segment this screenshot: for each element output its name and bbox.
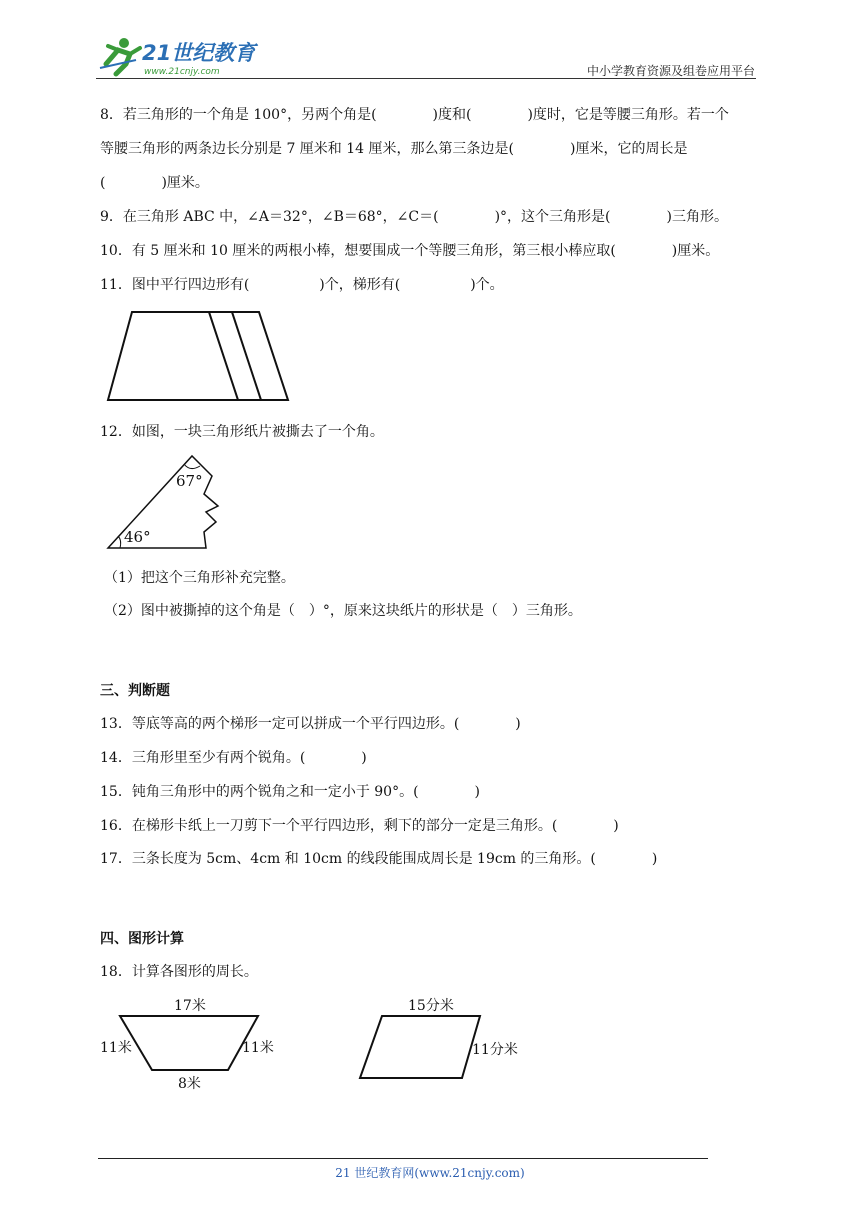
platform-name: 中小学教育资源及组卷应用平台 (586, 64, 755, 78)
parallelogram-top-label: 15分米 (408, 998, 454, 1014)
question-17: 17．三条长度为 5cm、4cm 和 10cm 的线段能围成周长是 19cm 的三角形。( ) (100, 851, 658, 867)
header-divider (96, 78, 756, 79)
angle-46-label: 46° (124, 528, 151, 546)
section-3-title: 三、判断题 (100, 683, 170, 699)
question-9: 9．在三角形 ABC 中，∠A＝32°，∠B＝68°，∠C＝( )°，这个三角形是( )三角形。 (100, 209, 728, 225)
question-16: 16．在梯形卡纸上一刀剪下一个平行四边形，剩下的部分一定是三角形。( ) (100, 818, 619, 834)
runner-logo-icon (96, 34, 266, 80)
trapezoid-division-figure (104, 308, 294, 404)
trapezoid-bottom-label: 8米 (178, 1076, 201, 1092)
logo-url: www.21cnjy.com (144, 67, 220, 77)
question-12: 12．如图，一块三角形纸片被撕去了一个角。 (100, 424, 384, 440)
footer-source[interactable]: 21 世纪教育网(www.21cnjy.com) (335, 1166, 525, 1180)
question-8-line-1: 8．若三角形的一个角是 100°，另两个角是( )度和( )度时，它是等腰三角形。若一个 (100, 107, 729, 123)
trapezoid-figure (98, 992, 288, 1094)
torn-triangle-figure (104, 450, 234, 554)
question-11: 11．图中平行四边形有( )个，梯形有( )个。 (100, 277, 504, 293)
trapezoid-left-label: 11米 (100, 1040, 132, 1056)
question-14: 14．三角形里至少有两个锐角。( ) (100, 750, 367, 766)
question-8-line-3: ( )厘米。 (100, 175, 209, 191)
question-12-part-2: （2）图中被撕掉的这个角是（ ）°，原来这块纸片的形状是（ ）三角形。 (104, 603, 582, 619)
question-18: 18．计算各图形的周长。 (100, 964, 258, 980)
parallelogram-figure (352, 992, 532, 1088)
question-10: 10．有 5 厘米和 10 厘米的两根小棒，想要围成一个等腰三角形，第三根小棒应取( )厘米。 (100, 243, 720, 259)
question-13: 13．等底等高的两个梯形一定可以拼成一个平行四边形。( ) (100, 716, 521, 732)
trapezoid-right-label: 11米 (242, 1040, 274, 1056)
footer-divider (98, 1158, 708, 1159)
site-logo (96, 34, 266, 80)
angle-67-label: 67° (176, 472, 203, 490)
trapezoid-top-label: 17米 (174, 998, 206, 1014)
section-4-title: 四、图形计算 (100, 931, 184, 947)
question-8-line-2: 等腰三角形的两条边长分别是 7 厘米和 14 厘米，那么第三条边是( )厘米，它的周长是 (100, 141, 688, 157)
logo-title: 21世纪教育 (142, 41, 256, 65)
question-12-part-1: （1）把这个三角形补充完整。 (104, 570, 295, 586)
question-15: 15．钝角三角形中的两个锐角之和一定小于 90°。( ) (100, 784, 481, 800)
parallelogram-right-label: 11分米 (472, 1042, 518, 1058)
